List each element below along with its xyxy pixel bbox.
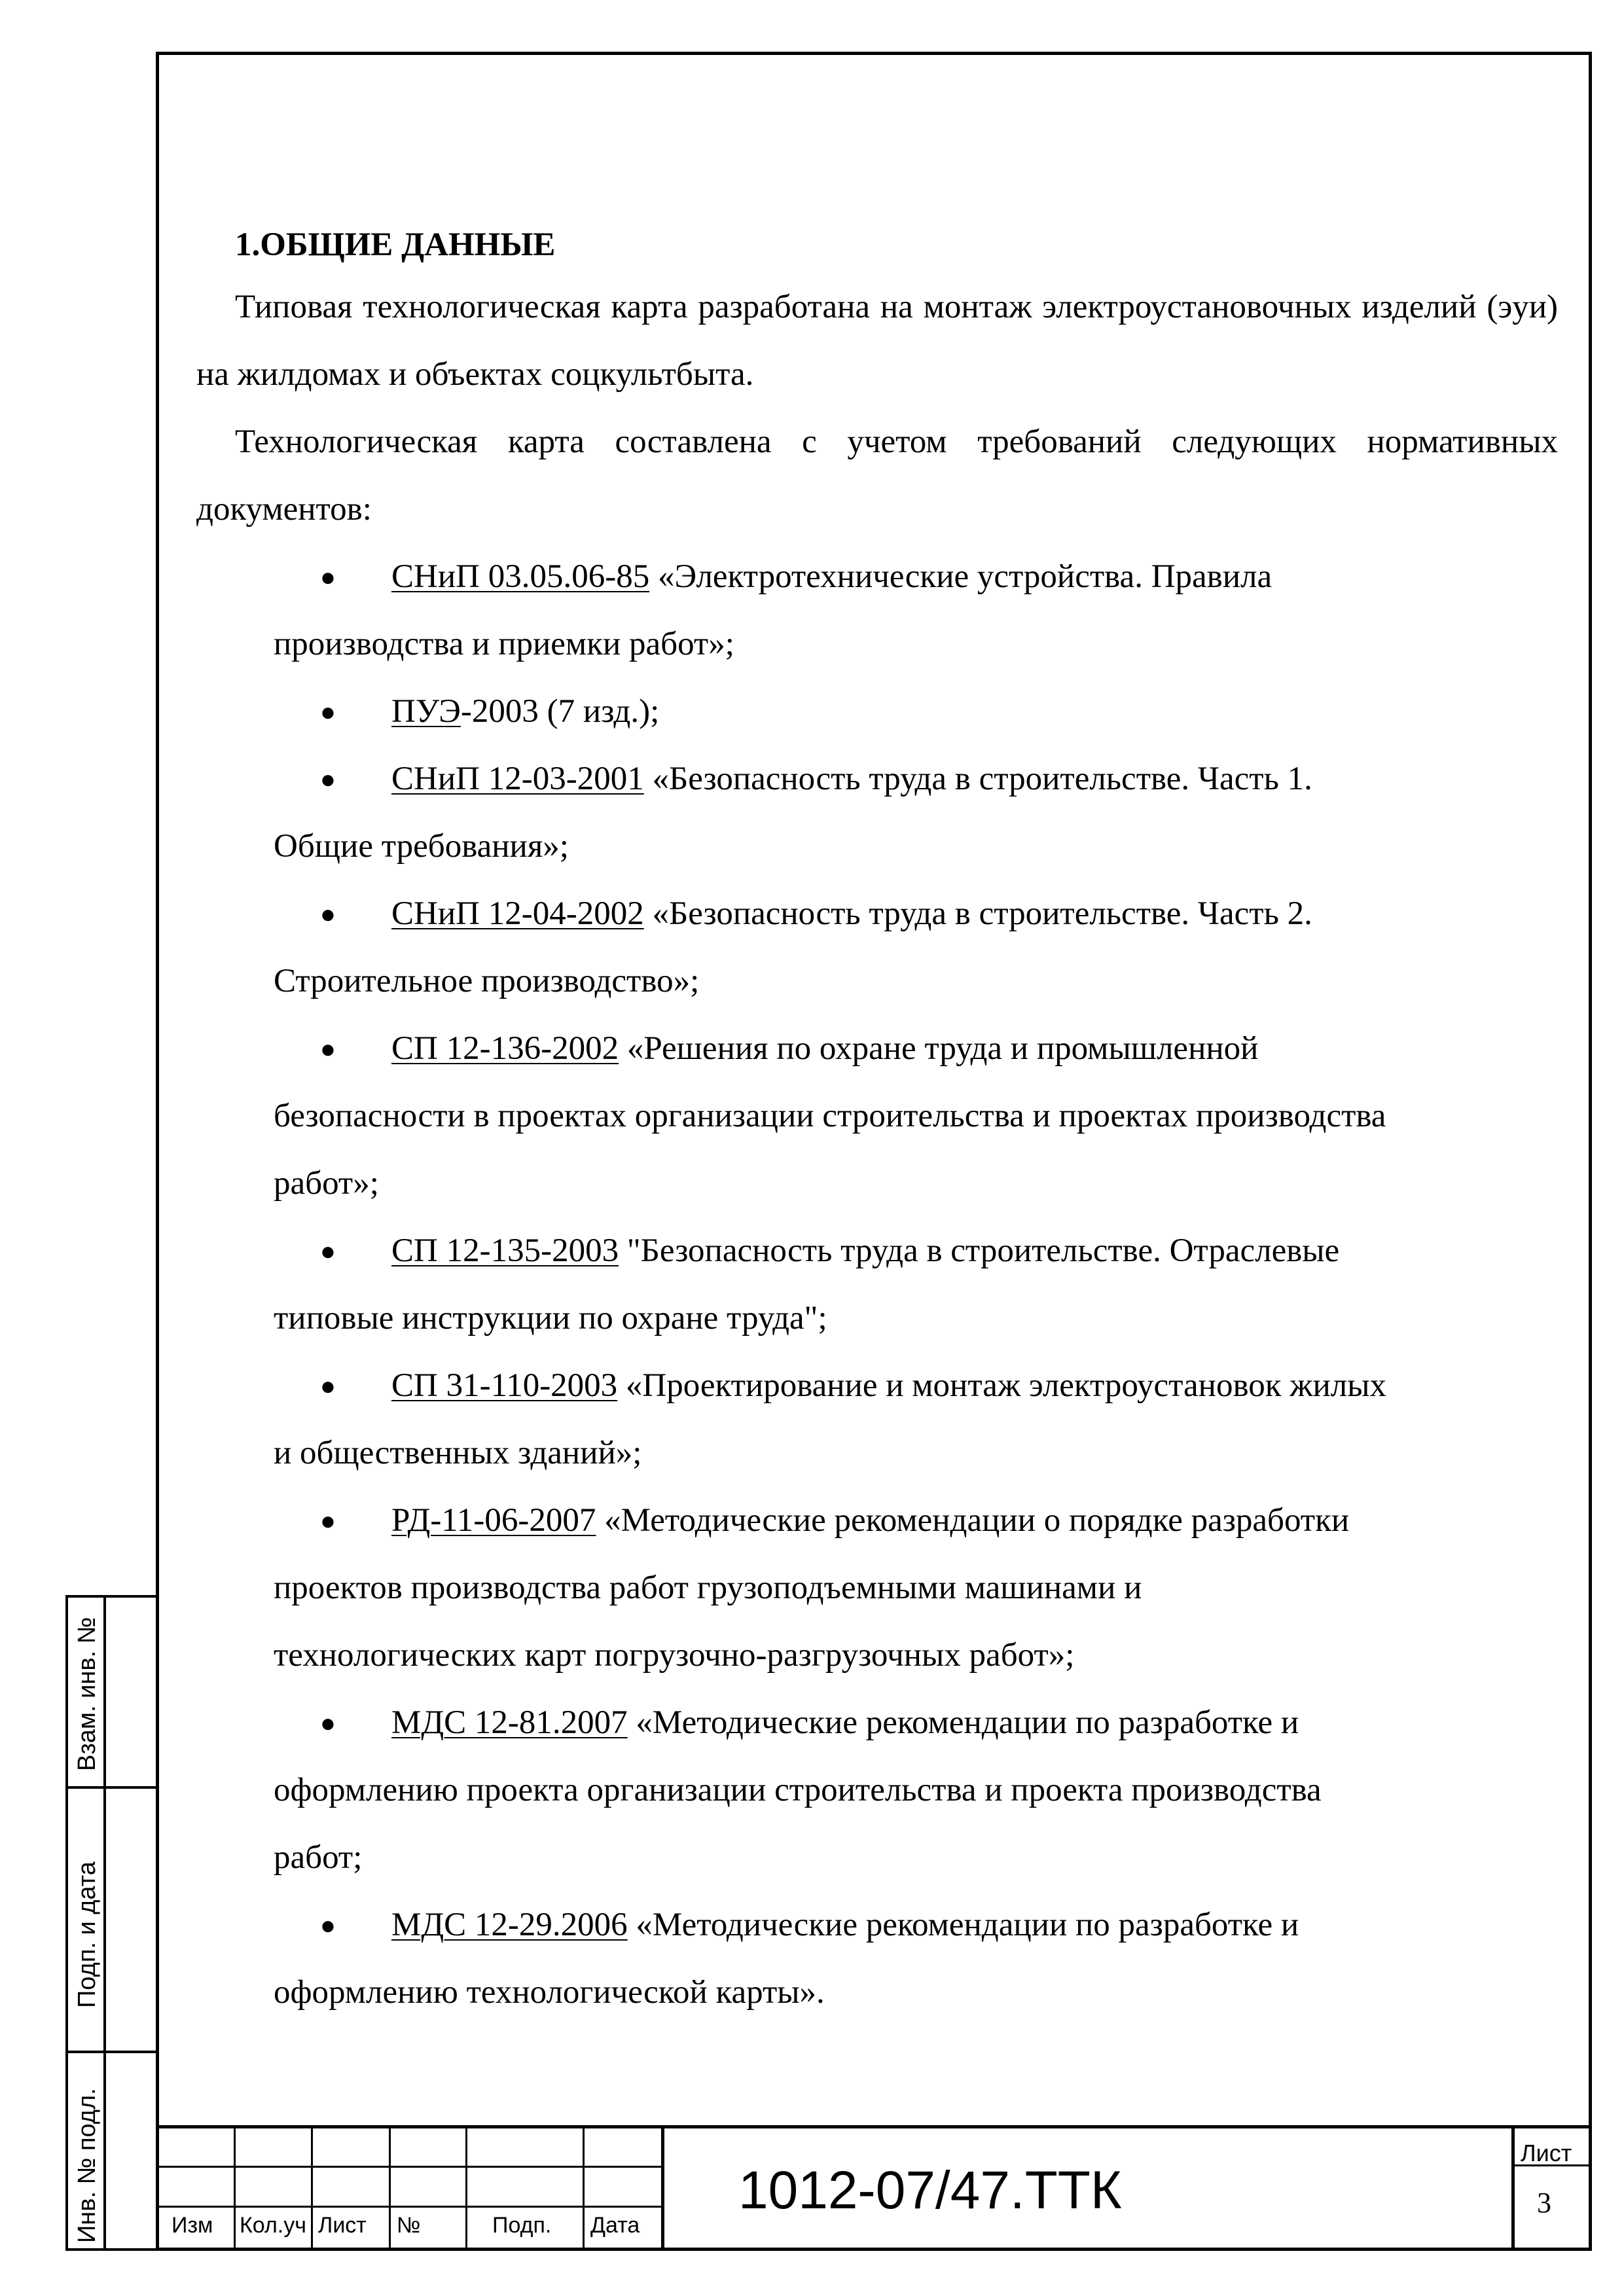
reference-first-line (274, 1015, 1558, 1083)
stamp-col-line (234, 2125, 236, 2251)
bullet-icon: ● (319, 1910, 336, 1940)
reference-item (196, 678, 1558, 745)
document-code: 1012-07/47.ТТК (738, 2161, 1122, 2220)
main-content (196, 216, 1558, 2026)
side-label-inv-replacement: Взам. инв. № (73, 1617, 101, 1771)
reference-continuation: работ; (274, 1839, 363, 1876)
bullet-icon: ● (319, 1708, 336, 1738)
side-strip (65, 1595, 156, 2251)
reference-first-line (274, 543, 1558, 611)
reference-item (196, 1689, 1558, 1892)
bullet-icon: ● (319, 764, 336, 794)
col-label-change: Изм (171, 2213, 213, 2238)
reference-title: "Безопасность труда в строительстве. Отраслевые (626, 1232, 1340, 1269)
col-label-doc-number: № (397, 2213, 421, 2238)
bullet-icon: ● (319, 1034, 336, 1064)
col-label-sheet: Лист (318, 2213, 367, 2238)
side-cell-inv-original (68, 2053, 106, 2251)
reference-code: ПУЭ (391, 693, 461, 730)
stamp-top-border (156, 2125, 1592, 2128)
stamp-col-line (661, 2125, 664, 2251)
reference-continuation: производства и приемки работ»; (274, 626, 734, 662)
reference-continuation: Общие требования»; (274, 828, 569, 865)
stamp-col-line (389, 2125, 391, 2251)
reference-code: РД-11-06-2007 (391, 1502, 596, 1539)
reference-first-line (274, 1352, 1558, 1420)
reference-item (196, 1892, 1558, 2026)
sheet-label: Лист (1521, 2140, 1572, 2166)
reference-first-line (274, 1217, 1558, 1285)
reference-item (196, 1352, 1558, 1487)
stamp-col-line (465, 2125, 467, 2251)
bullet-icon: ● (319, 1506, 336, 1535)
reference-code: СНиП 12-03-2001 (391, 761, 644, 797)
reference-continuation: проектов производства работ грузоподъемными машинами и (274, 1570, 1142, 1606)
bullet-icon: ● (319, 899, 336, 929)
reference-continuation: безопасности в проектах организации строительства и проектах производства (274, 1098, 1386, 1134)
stamp-col-line (583, 2125, 585, 2251)
requirements-paragraph: Технологическая карта составлена с учетом требований следующих нормативных документов: (196, 423, 1558, 528)
reference-title: «Безопасность труда в строительстве. Часть 1. (652, 761, 1312, 797)
stamp-row-line (156, 2206, 661, 2208)
reference-continuation: технологических карт погрузочно-разгрузочных работ»; (274, 1637, 1075, 1674)
side-label-signature-date: Подп. и дата (73, 1861, 101, 2008)
reference-list (196, 543, 1558, 2026)
reference-item (196, 880, 1558, 1015)
reference-code: СП 12-136-2002 (391, 1030, 619, 1067)
bullet-icon: ● (319, 562, 336, 592)
reference-title: «Методические рекомендации о порядке разработки (604, 1502, 1350, 1539)
reference-title: «Проектирование и монтаж электроустановок жилых (625, 1367, 1386, 1404)
reference-title: «Решения по охране труда и промышленной (626, 1030, 1259, 1067)
reference-continuation: оформлению технологической карты». (274, 1974, 825, 2011)
intro-paragraph: Типовая технологическая карта разработана на монтаж электроустановочных изделий (эуи) на жилдомах и объектах соцкультбыта. (196, 289, 1558, 393)
reference-continuation: Строительное производство»; (274, 963, 700, 999)
reference-code: СП 12-135-2003 (391, 1232, 619, 1269)
reference-continuation: работ»; (274, 1165, 379, 1202)
reference-first-line (274, 745, 1558, 813)
stamp-row-line (156, 2166, 661, 2168)
reference-item (196, 1487, 1558, 1689)
bullet-icon: ● (319, 1236, 336, 1266)
reference-title: «Методические рекомендации по разработке и (636, 1704, 1299, 1741)
reference-item (196, 745, 1558, 880)
reference-title: «Безопасность труда в строительстве. Часть 2. (652, 895, 1312, 932)
reference-item (196, 1015, 1558, 1217)
reference-first-line (274, 1689, 1558, 1757)
reference-item (196, 1217, 1558, 1352)
reference-first-line (274, 880, 1558, 948)
reference-continuation: оформлению проекта организации строительства и проекта производства (274, 1772, 1322, 1808)
reference-continuation: и общественных зданий»; (274, 1435, 642, 1471)
reference-title: -2003 (7 изд.); (460, 693, 660, 730)
reference-code: СНиП 12-04-2002 (391, 895, 644, 932)
bullet-icon: ● (319, 697, 336, 726)
stamp-col-line (311, 2125, 313, 2251)
reference-first-line (274, 1892, 1558, 1959)
reference-code: МДС 12-29.2006 (391, 1907, 628, 1943)
side-cell-signature-date (68, 1789, 106, 2053)
side-cell-inv-replacement (68, 1598, 106, 1789)
reference-first-line (274, 678, 1558, 745)
col-label-date: Дата (590, 2213, 640, 2238)
col-label-signature: Подп. (492, 2213, 552, 2238)
reference-continuation: типовые инструкции по охране труда"; (274, 1300, 827, 1336)
section-heading: 1.ОБЩИЕ ДАННЫЕ (235, 226, 556, 263)
bullet-icon: ● (319, 1371, 336, 1401)
col-label-count: Кол.уч (240, 2213, 306, 2238)
side-label-inv-original: Инв. № подл. (73, 2088, 101, 2243)
reference-code: СНиП 03.05.06-85 (391, 558, 650, 595)
sheet-number: 3 (1537, 2187, 1551, 2219)
reference-title: «Электротехнические устройства. Правила (657, 558, 1272, 595)
reference-code: МДС 12-81.2007 (391, 1704, 628, 1741)
reference-code: СП 31-110-2003 (391, 1367, 618, 1404)
reference-first-line (274, 1487, 1558, 1554)
reference-title: «Методические рекомендации по разработке и (636, 1907, 1299, 1943)
reference-item (196, 543, 1558, 678)
